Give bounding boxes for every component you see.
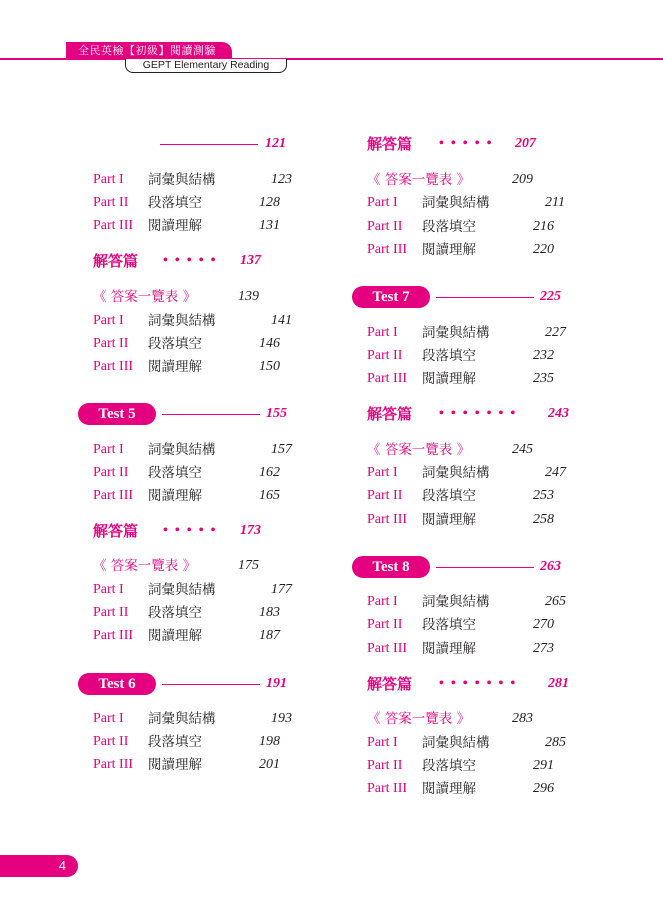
part-title: 閱讀理解: [148, 628, 202, 644]
answer-key-label: 《 答案一覽表 》: [93, 289, 197, 305]
toc-item[interactable]: [367, 778, 577, 800]
leader-line: [162, 414, 260, 415]
page-number: 211: [545, 195, 565, 210]
series-title: 全民英檢【初級】閱讀測驗: [66, 42, 232, 59]
part-title: 詞彙與結構: [422, 465, 490, 481]
answer-section-title: 解答篇: [367, 135, 413, 153]
answer-key-entry[interactable]: [93, 286, 293, 308]
part-label: Part I: [93, 711, 124, 726]
part-label: Part II: [367, 617, 403, 632]
part-title: 段落填空: [422, 348, 476, 364]
page-number: 121: [265, 136, 286, 151]
part-label: Part III: [93, 359, 134, 374]
part-title: 詞彙與結構: [422, 594, 490, 610]
leader-line: [160, 144, 258, 145]
toc-item[interactable]: [93, 485, 303, 507]
part-title: 閱讀理解: [148, 488, 202, 504]
part-label: Part I: [367, 735, 398, 750]
test-section-header[interactable]: [352, 286, 572, 308]
answer-section-title: 解答篇: [93, 252, 139, 270]
dot-leader: •••••••: [439, 406, 523, 421]
toc-item[interactable]: [367, 192, 577, 214]
page-number: 150: [259, 359, 280, 374]
part-title: 閱讀理解: [148, 218, 202, 234]
page-number: 232: [533, 348, 554, 363]
toc-item[interactable]: [367, 638, 577, 660]
part-label: Part III: [93, 628, 134, 643]
part-label: Part I: [93, 172, 124, 187]
toc-item[interactable]: [367, 345, 577, 367]
part-title: 詞彙與結構: [422, 735, 490, 751]
part-title: 段落填空: [422, 488, 476, 504]
answer-section-header[interactable]: [367, 403, 577, 425]
page-number: 139: [238, 289, 259, 304]
part-title: 閱讀理解: [422, 781, 476, 797]
page-number: 191: [266, 676, 287, 691]
part-title: 段落填空: [148, 465, 202, 481]
toc-item[interactable]: [93, 579, 303, 601]
page-number: 263: [540, 559, 561, 574]
page-number: 258: [533, 512, 554, 527]
dot-leader: •••••: [163, 523, 223, 538]
part-label: Part I: [93, 582, 124, 597]
part-title: 詞彙與結構: [148, 442, 216, 458]
toc-item[interactable]: [367, 462, 577, 484]
page-number: 146: [259, 336, 280, 351]
part-label: Part I: [367, 325, 398, 340]
toc-item[interactable]: [93, 754, 303, 776]
page-number: 253: [533, 488, 554, 503]
part-label: Part III: [93, 488, 134, 503]
part-label: Part II: [367, 219, 403, 234]
answer-key-label: 《 答案一覽表 》: [93, 558, 197, 574]
part-title: 閱讀理解: [422, 242, 476, 258]
toc-item[interactable]: [367, 591, 577, 613]
answer-key-label: 《 答案一覽表 》: [367, 172, 471, 188]
part-label: Part III: [367, 781, 408, 796]
part-label: Part II: [367, 348, 403, 363]
answer-key-entry[interactable]: [367, 169, 567, 191]
page-number: 162: [259, 465, 280, 480]
part-label: Part III: [93, 757, 134, 772]
toc-item[interactable]: [367, 755, 577, 777]
page-number: 141: [271, 313, 292, 328]
answer-section-title: 解答篇: [367, 675, 413, 693]
toc-item[interactable]: [93, 333, 303, 355]
page-number: 265: [545, 594, 566, 609]
test-section-header[interactable]: [78, 403, 298, 425]
part-label: Part I: [367, 465, 398, 480]
page-number: 123: [271, 172, 292, 187]
part-title: 閱讀理解: [422, 641, 476, 657]
toc-item[interactable]: [367, 216, 577, 238]
page-number: 235: [533, 371, 554, 386]
answer-section-title: 解答篇: [367, 405, 413, 423]
page-number: 245: [512, 442, 533, 457]
part-title: 段落填空: [148, 195, 202, 211]
toc-item[interactable]: [93, 215, 303, 237]
toc-item[interactable]: [93, 462, 303, 484]
part-title: 詞彙與結構: [148, 313, 216, 329]
leader-line: [162, 684, 260, 685]
part-label: Part II: [93, 734, 129, 749]
toc-item[interactable]: [93, 310, 303, 332]
series-subtitle: GEPT Elementary Reading: [125, 59, 287, 73]
part-title: 閱讀理解: [148, 359, 202, 375]
part-label: Part II: [93, 336, 129, 351]
part-label: Part II: [93, 195, 129, 210]
page-number: 187: [259, 628, 280, 643]
test-label: Test 6: [78, 673, 156, 695]
test-section-header[interactable]: [78, 673, 298, 695]
page-number: 157: [271, 442, 292, 457]
page-number: 198: [259, 734, 280, 749]
part-label: Part I: [93, 442, 124, 457]
page-number: 183: [259, 605, 280, 620]
toc-item[interactable]: [93, 439, 303, 461]
page-number: 173: [240, 523, 261, 538]
answer-key-label: 《 答案一覽表 》: [367, 442, 471, 458]
toc-item[interactable]: [367, 368, 577, 390]
toc-entry-continued[interactable]: [160, 133, 300, 155]
part-label: Part II: [93, 465, 129, 480]
toc-item[interactable]: [93, 602, 303, 624]
part-label: Part III: [367, 371, 408, 386]
toc-item[interactable]: [93, 192, 303, 214]
answer-section-title: 解答篇: [93, 522, 139, 540]
toc-item[interactable]: [93, 731, 303, 753]
test-label: Test 8: [352, 556, 430, 578]
part-title: 段落填空: [148, 605, 202, 621]
page-number-tab: 4: [0, 855, 78, 877]
test-label: Test 5: [78, 403, 156, 425]
page-number: 291: [533, 758, 554, 773]
toc-item[interactable]: [367, 732, 577, 754]
part-title: 詞彙與結構: [422, 325, 490, 341]
page-number: 165: [259, 488, 280, 503]
page-number: 207: [515, 136, 536, 151]
toc-item[interactable]: [367, 485, 577, 507]
part-label: Part I: [93, 313, 124, 328]
part-title: 段落填空: [422, 758, 476, 774]
dot-leader: •••••: [163, 253, 223, 268]
part-title: 閱讀理解: [422, 371, 476, 387]
part-label: Part III: [367, 641, 408, 656]
toc-item[interactable]: [367, 239, 577, 261]
toc-item[interactable]: [367, 322, 577, 344]
part-title: 閱讀理解: [422, 512, 476, 528]
page-number: 220: [533, 242, 554, 257]
page-number: 128: [259, 195, 280, 210]
page-number: 243: [548, 406, 569, 421]
page-number: 273: [533, 641, 554, 656]
page-number: 209: [512, 172, 533, 187]
part-title: 段落填空: [422, 617, 476, 633]
page-number: 285: [545, 735, 566, 750]
page-number: 177: [271, 582, 292, 597]
toc-item[interactable]: [93, 625, 303, 647]
page-number: 131: [259, 218, 280, 233]
toc-item[interactable]: [367, 614, 577, 636]
answer-key-entry[interactable]: [367, 439, 567, 461]
answer-key-entry[interactable]: [367, 708, 567, 730]
page-number: 193: [271, 711, 292, 726]
answer-key-label: 《 答案一覽表 》: [367, 711, 471, 727]
dot-leader: •••••••: [439, 676, 523, 691]
page-number: 283: [512, 711, 533, 726]
answer-section-header[interactable]: [93, 520, 293, 542]
answer-key-entry[interactable]: [93, 555, 293, 577]
part-label: Part II: [367, 488, 403, 503]
toc-item[interactable]: [93, 708, 303, 730]
page-number: 227: [545, 325, 566, 340]
test-section-header[interactable]: [352, 556, 572, 578]
toc-item[interactable]: [367, 509, 577, 531]
part-title: 段落填空: [148, 734, 202, 750]
part-title: 段落填空: [148, 336, 202, 352]
part-label: Part III: [367, 242, 408, 257]
part-title: 詞彙與結構: [148, 582, 216, 598]
dot-leader: •••••: [439, 136, 499, 151]
part-label: Part II: [367, 758, 403, 773]
leader-line: [436, 567, 534, 568]
part-title: 詞彙與結構: [422, 195, 490, 211]
part-label: Part I: [367, 594, 398, 609]
page-number: 281: [548, 676, 569, 691]
toc-item[interactable]: [93, 169, 303, 191]
part-label: Part I: [367, 195, 398, 210]
page-number: 175: [238, 558, 259, 573]
page-number: 270: [533, 617, 554, 632]
part-title: 段落填空: [422, 219, 476, 235]
part-label: Part III: [367, 512, 408, 527]
part-title: 詞彙與結構: [148, 711, 216, 727]
answer-section-header[interactable]: [367, 133, 567, 155]
page-number: 137: [240, 253, 261, 268]
part-label: Part III: [93, 218, 134, 233]
page-number: 225: [540, 289, 561, 304]
page-number: 155: [266, 406, 287, 421]
toc-item[interactable]: [93, 356, 303, 378]
part-title: 閱讀理解: [148, 757, 202, 773]
part-title: 詞彙與結構: [148, 172, 216, 188]
answer-section-header[interactable]: [93, 250, 293, 272]
answer-section-header[interactable]: [367, 673, 577, 695]
test-label: Test 7: [352, 286, 430, 308]
page-number: 247: [545, 465, 566, 480]
page-number: 296: [533, 781, 554, 796]
page-number: 201: [259, 757, 280, 772]
page-number: 216: [533, 219, 554, 234]
part-label: Part II: [93, 605, 129, 620]
leader-line: [436, 297, 534, 298]
